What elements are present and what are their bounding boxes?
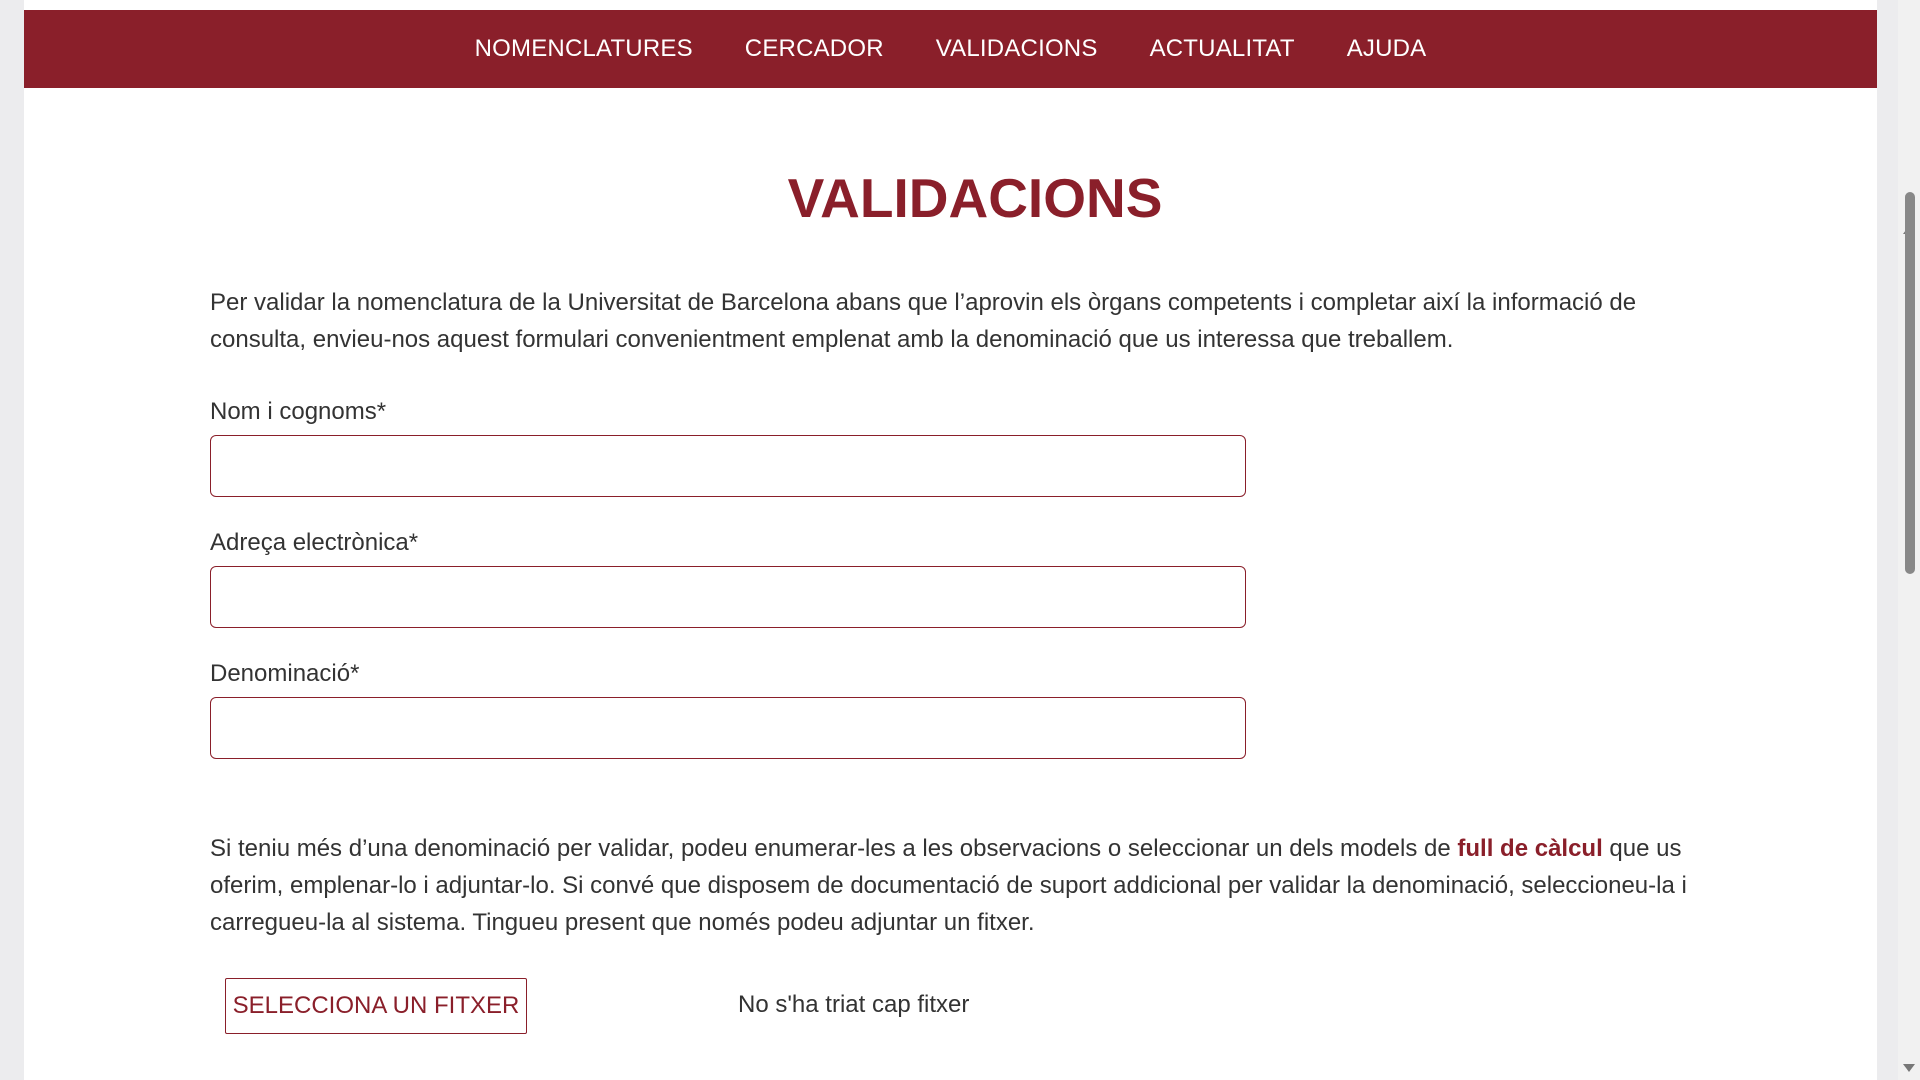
email-field-label: Adreça electrònica* — [210, 529, 419, 556]
name-field-label: Nom i cognoms* — [210, 398, 387, 425]
attachment-note-text-1: Si teniu més d’una denominació per validar, podeu enumerar-les a les observacions o seleccionar un dels models de — [210, 835, 1458, 862]
denomination-field-label: Denominació* — [210, 660, 360, 687]
nav-item-cercador[interactable]: CERCADOR — [744, 35, 884, 62]
file-status-text: No s'ha triat cap fitxer — [738, 991, 970, 1018]
denomination-input[interactable] — [210, 697, 1246, 759]
attachment-note — [210, 830, 1730, 941]
select-file-button[interactable]: SELECCIONA UN FITXER — [225, 978, 527, 1034]
page-title: VALIDACIONS — [787, 167, 1163, 229]
email-input[interactable] — [210, 566, 1246, 628]
nav-item-actualitat[interactable]: ACTUALITAT — [1149, 35, 1295, 62]
top-navigation-bar — [24, 10, 1877, 88]
nav-item-ajuda[interactable]: AJUDA — [1346, 35, 1427, 62]
scroll-down-arrow-icon[interactable] — [1903, 1064, 1915, 1072]
intro-text: Per validar la nomenclatura de la Universitat de Barcelona abans que l’aprovin els òrgans competents i completar així la informació de consulta, envieu-nos aquest formulari convenientment emplenat amb la denominació que us interessa que treballem. — [210, 289, 1637, 353]
spreadsheet-link[interactable]: full de càlcul — [1457, 835, 1603, 862]
page — [24, 0, 1877, 1080]
attachment-note-text-2: que us oferim, emplenar-lo i adjuntar-lo. Si convé que disposem de documentació de suport addicional per validar la denominació, seleccioneu-la i carregueu-la al sistema. Tingueu present que només podeu adjuntar un fitxer. — [210, 835, 1687, 936]
vertical-scrollbar[interactable] — [1898, 0, 1920, 1080]
nav-item-nomenclatures[interactable]: NOMENCLATURES — [474, 35, 693, 62]
scrollbar-thumb[interactable] — [1905, 192, 1915, 574]
main-nav — [24, 10, 1877, 88]
name-input[interactable] — [210, 435, 1246, 497]
nav-item-validacions[interactable]: VALIDACIONS — [935, 35, 1098, 62]
